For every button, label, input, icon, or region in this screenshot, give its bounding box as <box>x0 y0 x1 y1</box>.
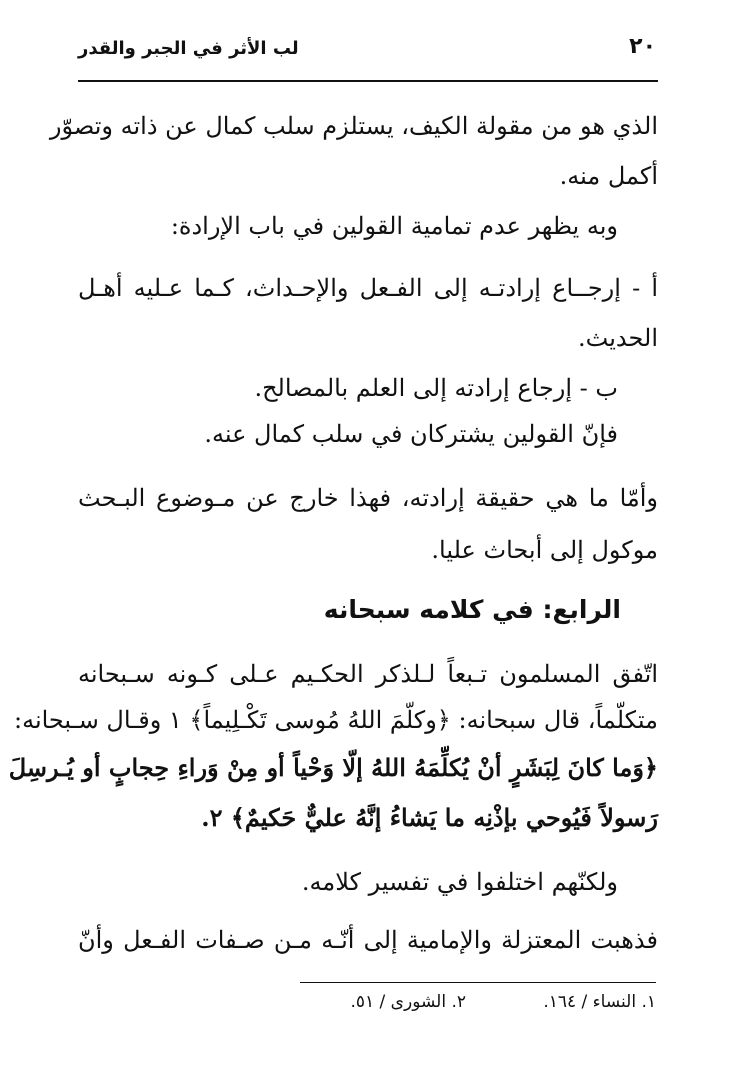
footnote-1: ١. النساء / ١٦٤. <box>543 992 656 1012</box>
footnote-2: ٢. الشورى / ٥١. <box>350 992 466 1012</box>
text-line-11: متكلّماً، قال سبحانه: ﴿وكلّمَ اللهُ مُوسى تَكْـلِيماً﴾ ١ وقـال سـبحانه: <box>13 706 658 734</box>
text-line-3: وبه يظهر عدم تمامية القولين في باب الإرادة: <box>170 212 618 240</box>
text-line-13: فذهبت المعتزلة والإمامية إلى أنّـه مـن صـفات الفـعل وأنّ <box>78 926 658 954</box>
page-header <box>78 34 656 74</box>
text-line-4: أ - إرجــاع إرادتـه إلى الفـعل والإحـداث، كـما عـليه أهـل <box>78 274 658 302</box>
text-line-1: الذي هو من مقولة الكيف، يستلزم سلب كمال عن ذاته وتصوّر <box>49 112 658 140</box>
footnotes <box>300 992 656 1022</box>
text-line-10: اتّفق المسلمون تـبعاً لـلذكر الحكـيم عـلى كـونه سـبحانه <box>78 660 658 688</box>
running-title: لب الأثر في الجبر والقدر <box>78 38 299 59</box>
footnote-rule <box>300 982 656 983</box>
quran-verse-line-1: ﴿وَما كانَ لِبَشَرٍ أنْ يُكلِّمَهُ اللهُ إلّا وَحْياً أو مِنْ وَراءِ حِجابٍ أو يُـرسِلَ <box>8 753 658 782</box>
text-line-8: وأمّا ما هي حقيقة إرادته، فهذا خارج عن مـوضوع البـحث <box>78 484 658 512</box>
page-number: ٢٠ <box>629 34 656 59</box>
text-line-7: فإنّ القولين يشتركان في سلب كمال عنه. <box>204 420 618 448</box>
text-line-6: ب - إرجاع إرادته إلى العلم بالمصالح. <box>254 374 618 402</box>
header-rule <box>78 80 658 82</box>
section-title: الرابع: في كلامه سبحانه <box>323 595 621 624</box>
text-line-5: الحديث. <box>578 324 658 352</box>
text-line-9: موكول إلى أبحاث عليا. <box>431 536 658 564</box>
quran-verse-line-2: رَسولاً فَيُوحي بإذْنِه ما يَشاءُ إنَّهُ عليٌّ حَكيمٌ﴾ ٢. <box>201 803 658 832</box>
text-line-2: أكمل منه. <box>559 162 658 190</box>
text-line-12: ولكنّهم اختلفوا في تفسير كلامه. <box>301 868 618 896</box>
